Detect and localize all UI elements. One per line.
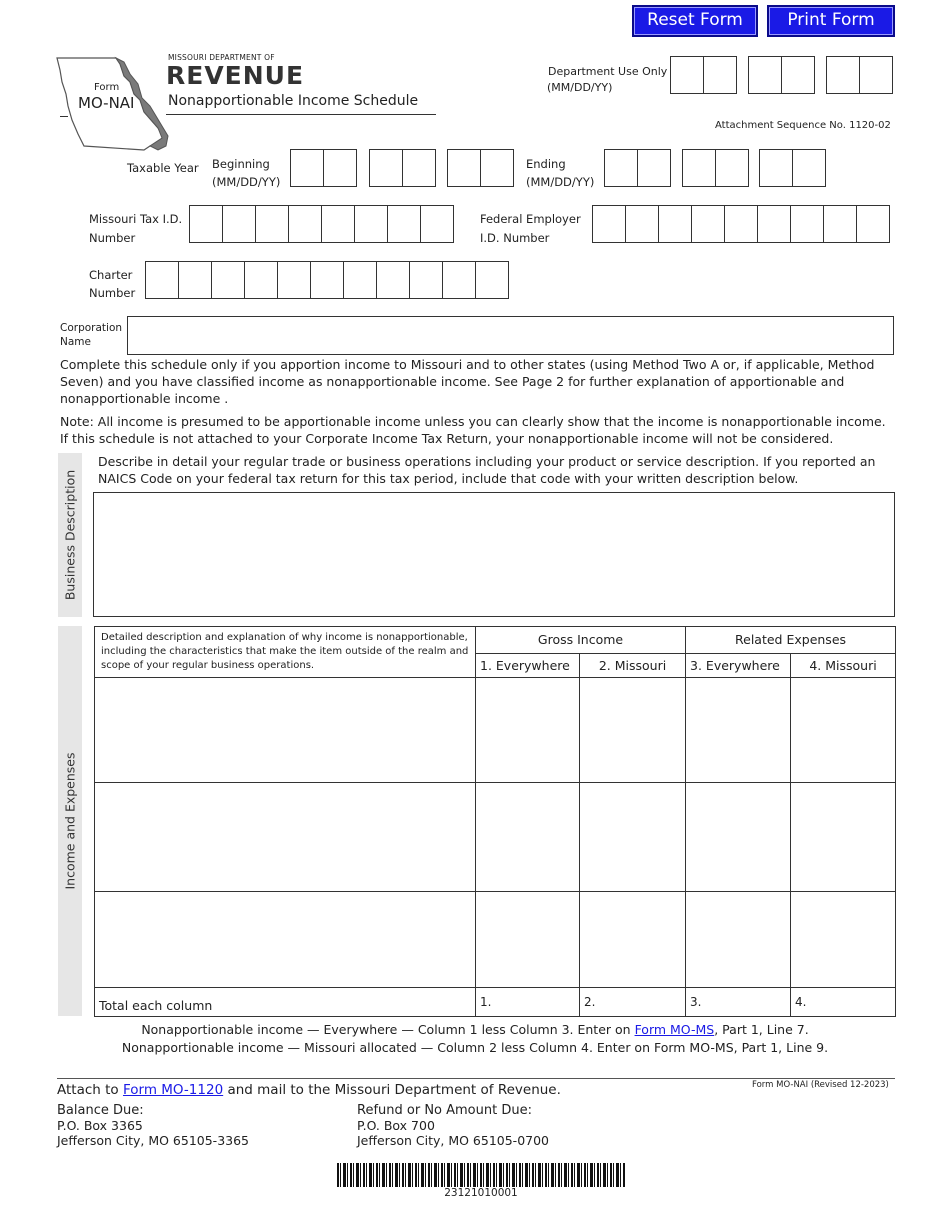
business-description-label: Business Description — [62, 469, 78, 601]
ending-month-input[interactable] — [604, 149, 671, 187]
charter-label: Charter — [89, 268, 133, 282]
row2-col3-input[interactable] — [686, 783, 791, 892]
title-underline — [166, 114, 436, 115]
income-expenses-table — [94, 626, 896, 1017]
table-row — [95, 678, 896, 783]
fein-input[interactable] — [592, 205, 890, 243]
row3-description-input[interactable] — [95, 892, 476, 988]
mo-tax-id-input[interactable] — [189, 205, 454, 243]
total-label: Total each column — [95, 988, 476, 1017]
balance-due-city: Jefferson City, MO 65105-3365 — [57, 1133, 250, 1148]
dept-small-name: MISSOURI DEPARTMENT OF — [168, 53, 275, 62]
footer-divider — [57, 1078, 895, 1079]
row2-description-input[interactable] — [95, 783, 476, 892]
print-form-button[interactable]: Print Form — [767, 5, 895, 37]
beginning-month-input[interactable] — [290, 149, 357, 187]
dept-use-day-boxes — [748, 56, 815, 94]
form-title: Nonapportionable Income Schedule — [168, 93, 419, 109]
row3-col3-input[interactable] — [686, 892, 791, 988]
ending-format: (MM/DD/YY) — [526, 175, 595, 189]
total-col3-input[interactable]: 3. — [686, 988, 791, 1017]
income-expenses-label: Income and Expenses — [62, 752, 78, 890]
note-line-1 — [0, 1021, 950, 1038]
total-row — [95, 988, 896, 1017]
dept-use-year-boxes — [826, 56, 893, 94]
note-line-1-suffix: , Part 1, Line 7. — [714, 1022, 809, 1037]
ending-day-input[interactable] — [682, 149, 749, 187]
row2-col1-input[interactable] — [476, 783, 580, 892]
dept-use-label: Department Use Only — [548, 65, 668, 78]
refund-title: Refund or No Amount Due: — [357, 1103, 532, 1118]
related-expenses-header: Related Expenses — [686, 627, 896, 654]
charter-label-2: Number — [89, 286, 136, 300]
col4-missouri-header: 4. Missouri — [791, 653, 896, 677]
col3-everywhere-header: 3. Everywhere — [686, 653, 791, 677]
balance-due-title: Balance Due: — [57, 1103, 144, 1118]
beginning-label: Beginning — [212, 157, 270, 171]
total-col4-input[interactable]: 4. — [791, 988, 896, 1017]
mo-tax-id-label-2: Number — [89, 231, 136, 245]
corporation-label: Corporation — [60, 322, 123, 334]
form-id-tick — [60, 116, 68, 117]
total-col1-input[interactable]: 1. — [476, 988, 580, 1017]
ending-year-input[interactable] — [759, 149, 826, 187]
business-description-instructions: Describe in detail your regular trade or business operations including your product or service description. If you reported an NAICS Code on your federal tax return for this tax period, include that code with your written description below. — [98, 454, 876, 486]
business-description-sidebar — [58, 453, 82, 617]
note-line-1-prefix: Nonapportionable income — Everywhere — Column 1 less Column 3. Enter on — [141, 1022, 635, 1037]
col2-missouri-header: 2. Missouri — [580, 653, 686, 677]
refund-city: Jefferson City, MO 65105-0700 — [357, 1133, 550, 1148]
row3-col2-input[interactable] — [580, 892, 686, 988]
attach-prefix: Attach to — [57, 1082, 123, 1098]
table-row — [95, 892, 896, 988]
balance-due-box: P.O. Box 3365 — [57, 1118, 143, 1133]
col1-everywhere-header: 1. Everywhere — [476, 653, 580, 677]
gross-income-header: Gross Income — [476, 627, 686, 654]
form-mo-ms-link[interactable]: Form MO-MS — [634, 1022, 715, 1037]
row1-description-input[interactable] — [95, 678, 476, 783]
row1-col1-input[interactable] — [476, 678, 580, 783]
corporation-label-2: Name — [60, 336, 91, 348]
row1-col4-input[interactable] — [791, 678, 896, 783]
barcode-image — [337, 1163, 625, 1187]
attach-line — [57, 1081, 561, 1099]
fein-label: Federal Employer — [480, 212, 581, 226]
table-row — [95, 783, 896, 892]
description-header: Detailed description and explanation of why income is nonapportionable, including the characteristics that make the item outside of the realm and scope of your regular business operations. — [95, 627, 476, 678]
beginning-day-input[interactable] — [369, 149, 436, 187]
note-line-2: Nonapportionable income — Missouri allocated — Column 2 less Column 4. Enter on Form MO-MS, Part 1, Line 9. — [121, 1040, 829, 1055]
reset-form-button[interactable]: Reset Form — [632, 5, 758, 37]
attach-suffix: and mail to the Missouri Department of Revenue. — [223, 1082, 561, 1098]
mo-tax-id-label: Missouri Tax I.D. — [89, 212, 183, 226]
row3-col1-input[interactable] — [476, 892, 580, 988]
beginning-year-input[interactable] — [447, 149, 514, 187]
business-description-input[interactable] — [93, 492, 895, 617]
form-mo-1120-link[interactable]: Form MO-1120 — [122, 1082, 224, 1098]
refund-box: P.O. Box 700 — [357, 1118, 435, 1133]
income-expenses-sidebar — [58, 626, 82, 1016]
corporation-name-input[interactable] — [127, 316, 894, 355]
ending-label: Ending — [526, 157, 566, 171]
row2-col2-input[interactable] — [580, 783, 686, 892]
row3-col4-input[interactable] — [791, 892, 896, 988]
row2-col4-input[interactable] — [791, 783, 896, 892]
total-col2-input[interactable]: 2. — [580, 988, 686, 1017]
dept-use-format: (MM/DD/YY) — [547, 81, 613, 94]
form-id: MO-NAI — [78, 94, 135, 112]
attachment-sequence: Attachment Sequence No. 1120-02 — [715, 120, 891, 131]
revenue-logo: REVENUE — [166, 61, 305, 90]
dept-use-month-boxes — [670, 56, 737, 94]
row1-col2-input[interactable] — [580, 678, 686, 783]
form-word: Form — [94, 82, 120, 93]
note-paragraph: Note: All income is presumed to be apportionable income unless you can clearly show that the income is nonapportionable income. If this schedule is not attached to your Corporate Income Tax Return, your nonapportionable income will not be considered. — [60, 414, 886, 446]
table-header-row — [95, 627, 896, 654]
barcode-number: 23121010001 — [444, 1187, 518, 1199]
revision-label: Form MO-NAI (Revised 12-2023) — [752, 1080, 889, 1090]
row1-col3-input[interactable] — [686, 678, 791, 783]
charter-number-input[interactable] — [145, 261, 509, 299]
beginning-format: (MM/DD/YY) — [212, 175, 281, 189]
fein-label-2: I.D. Number — [480, 231, 550, 245]
taxable-year-label: Taxable Year — [127, 161, 199, 175]
instructions-paragraph: Complete this schedule only if you apportion income to Missouri and to other states (using Method Two A or, if applicable, Method Seven) and you have classified income as nonapportionable income. See Page 2 for further explanation of apportionable and nonapportionable income . — [60, 357, 875, 406]
